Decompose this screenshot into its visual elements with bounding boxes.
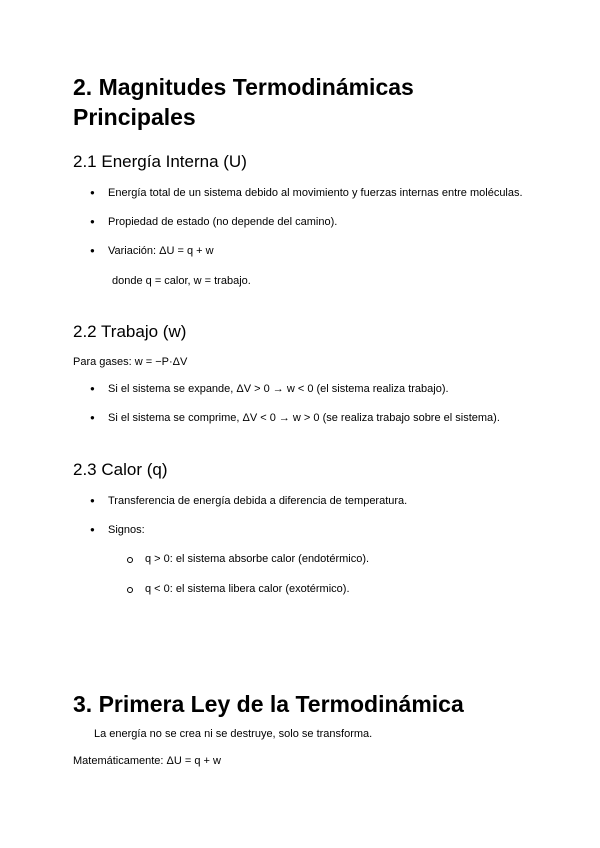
bullet-dot: ● (90, 496, 95, 505)
list-item: Signos: (108, 524, 145, 536)
section-2-title-line2: Principales (73, 104, 196, 130)
heading-energia-interna: 2.1 Energía Interna (U) (73, 152, 247, 171)
heading-trabajo: 2.2 Trabajo (w) (73, 322, 187, 341)
list-item: Variación: ΔU = q + w (108, 245, 214, 257)
note-text: donde q = calor, w = trabajo. (112, 275, 251, 287)
bullet-dot: ● (90, 525, 95, 534)
list-item: Energía total de un sistema debido al movimiento y fuerzas internas entre moléculas. (108, 187, 523, 199)
sub-list-item: q < 0: el sistema libera calor (exotérmico). (145, 583, 350, 595)
sub-bullet-circle (127, 557, 133, 563)
math-text: Matemáticamente: ΔU = q + w (73, 755, 221, 767)
sub-list-item: q > 0: el sistema absorbe calor (endotérmico). (145, 553, 370, 565)
sub-bullet-circle (127, 587, 133, 593)
heading-calor: 2.3 Calor (q) (73, 460, 168, 479)
bullet-dot: ● (90, 188, 95, 197)
bullet-dot: ● (90, 384, 95, 393)
list-item: Propiedad de estado (no depende del camino). (108, 216, 338, 228)
statement-text: La energía no se crea ni se destruye, solo se transforma. (94, 728, 373, 740)
bullet-dot: ● (90, 246, 95, 255)
intro-text: Para gases: w = −P·ΔV (73, 356, 188, 368)
bullet-dot: ● (90, 217, 95, 226)
list-item: Si el sistema se comprime, ΔV < 0 → w > 0 (se realiza trabajo sobre el sistema). (108, 412, 500, 424)
list-item: Si el sistema se expande, ΔV > 0 → w < 0 (el sistema realiza trabajo). (108, 383, 449, 395)
bullet-dot: ● (90, 413, 95, 422)
section-3-title: 3. Primera Ley de la Termodinámica (73, 691, 464, 717)
section-2-title-line1: 2. Magnitudes Termodinámicas (73, 74, 414, 100)
list-item: Transferencia de energía debida a diferencia de temperatura. (108, 495, 408, 507)
